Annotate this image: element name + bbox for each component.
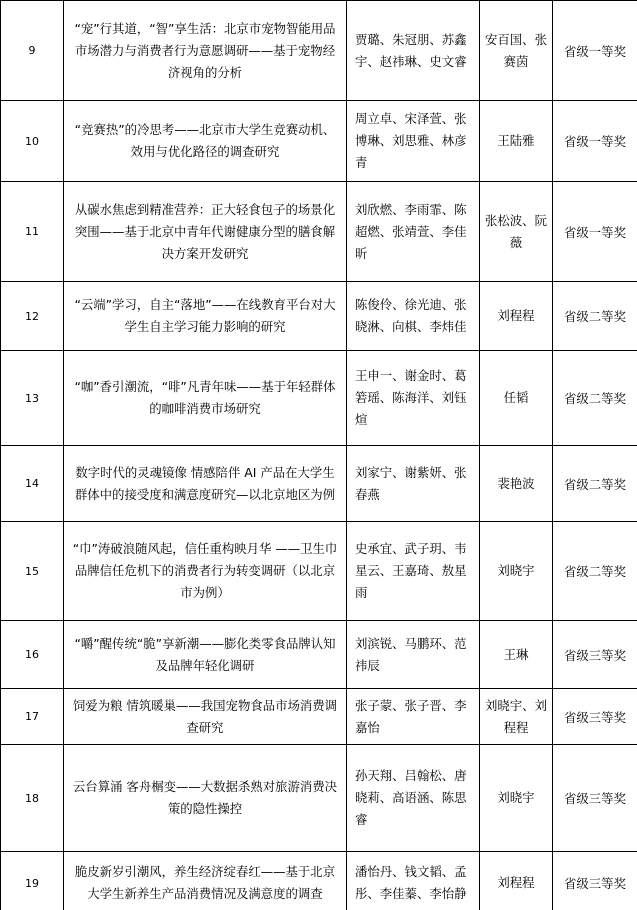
row-number: 16 — [1, 621, 64, 689]
table-row — [1, 182, 637, 282]
table-row — [1, 689, 637, 745]
advisor: 刘晓宇 — [480, 745, 553, 852]
project-title: “竞赛热”的冷思考——北京市大学生竞赛动机、效用与优化路径的调查研究 — [64, 101, 347, 182]
award-level: 省级二等奖 — [553, 282, 637, 351]
award-level: 省级三等奖 — [553, 852, 637, 910]
advisor: 安百国、张赛茵 — [480, 1, 553, 101]
table-row — [1, 745, 637, 852]
project-title: 数字时代的灵魂镜像 情感陪伴 AI 产品在大学生群体中的接受度和满意度研究—以北京地区为例 — [64, 446, 347, 522]
award-level: 省级二等奖 — [553, 446, 637, 522]
award-level: 省级二等奖 — [553, 351, 637, 446]
advisor: 刘程程 — [480, 852, 553, 910]
project-title: 云台算涌 客舟榍变——大数据杀熟对旅游消费决策的隐性操控 — [64, 745, 347, 852]
advisor: 刘晓宇、刘程程 — [480, 689, 553, 745]
award-level: 省级一等奖 — [553, 101, 637, 182]
row-number: 17 — [1, 689, 64, 745]
project-title: 脆皮新岁引潮风，养生经济绽春红——基于北京大学生新养生产品消费情况及满意度的调查 — [64, 852, 347, 910]
row-number: 15 — [1, 522, 64, 621]
table-row — [1, 351, 637, 446]
advisor: 王陆雅 — [480, 101, 553, 182]
project-title: 从碳水焦虑到精准营养：正大轻食包子的场景化突围——基于北京中青年代谢健康分型的膳食解决方案开发研究 — [64, 182, 347, 282]
award-level: 省级三等奖 — [553, 621, 637, 689]
advisor: 王琳 — [480, 621, 553, 689]
row-number: 10 — [1, 101, 64, 182]
advisor: 张松波、阮薇 — [480, 182, 553, 282]
table-row — [1, 446, 637, 522]
project-title: “嚼”醒传统“脆”享新潮——膨化类零食品牌认知及品牌年轻化调研 — [64, 621, 347, 689]
row-number: 19 — [1, 852, 64, 910]
award-level: 省级三等奖 — [553, 689, 637, 745]
row-number: 12 — [1, 282, 64, 351]
row-number: 14 — [1, 446, 64, 522]
table-row — [1, 1, 637, 101]
team-members: 史承宜、武子玥、韦星云、王嘉琦、敖星雨 — [347, 522, 480, 621]
advisor: 刘程程 — [480, 282, 553, 351]
award-level: 省级一等奖 — [553, 1, 637, 101]
advisor: 任韬 — [480, 351, 553, 446]
row-number: 9 — [1, 1, 64, 101]
team-members: 贾璐、朱冠朋、苏鑫宇、赵祎琳、史文睿 — [347, 1, 480, 101]
team-members: 潘怡丹、钱文韬、孟彤、李佳蓁、李怡静 — [347, 852, 480, 910]
award-level: 省级三等奖 — [553, 745, 637, 852]
project-title: “巾”涛破浪随风起，信任重构映月华 ——卫生巾品牌信任危机下的消费者行为转变调研（以北京市为例） — [64, 522, 347, 621]
team-members: 陈俊伶、徐光迪、张晓淋、向棋、李炜佳 — [347, 282, 480, 351]
award-level: 省级一等奖 — [553, 182, 637, 282]
project-title: 饲爱为粮 情筑暖巢——我国宠物食品市场消费调查研究 — [64, 689, 347, 745]
advisor: 裴艳波 — [480, 446, 553, 522]
row-number: 13 — [1, 351, 64, 446]
team-members: 孙天翔、吕翰松、唐晓莉、高语涵、陈思睿 — [347, 745, 480, 852]
team-members: 刘欣燃、李雨霏、陈超燃、张靖萱、李佳昕 — [347, 182, 480, 282]
project-title: “咖”香引潮流，“啡”凡青年味——基于年轻群体的咖啡消费市场研究 — [64, 351, 347, 446]
table-row — [1, 522, 637, 621]
team-members: 刘家宁、谢紫妍、张春燕 — [347, 446, 480, 522]
table-row — [1, 282, 637, 351]
advisor: 刘晓宇 — [480, 522, 553, 621]
table-row — [1, 621, 637, 689]
team-members: 王申一、谢金时、葛箬瑶、陈海洋、刘钰煊 — [347, 351, 480, 446]
team-members: 张子蒙、张子晋、李嘉怡 — [347, 689, 480, 745]
project-title: “云端”学习，自主“落地”——在线教育平台对大学生自主学习能力影响的研究 — [64, 282, 347, 351]
award-level: 省级二等奖 — [553, 522, 637, 621]
row-number: 11 — [1, 182, 64, 282]
row-number: 18 — [1, 745, 64, 852]
table-row — [1, 852, 637, 910]
project-title: “宠”行其道，“智”享生活：北京市宠物智能用品市场潜力与消费者行为意愿调研——基于宠物经济视角的分析 — [64, 1, 347, 101]
table-row — [1, 101, 637, 182]
team-members: 周立卓、宋泽萱、张博琳、刘思雅、林彦青 — [347, 101, 480, 182]
team-members: 刘滨锐、马鹏环、范祎辰 — [347, 621, 480, 689]
